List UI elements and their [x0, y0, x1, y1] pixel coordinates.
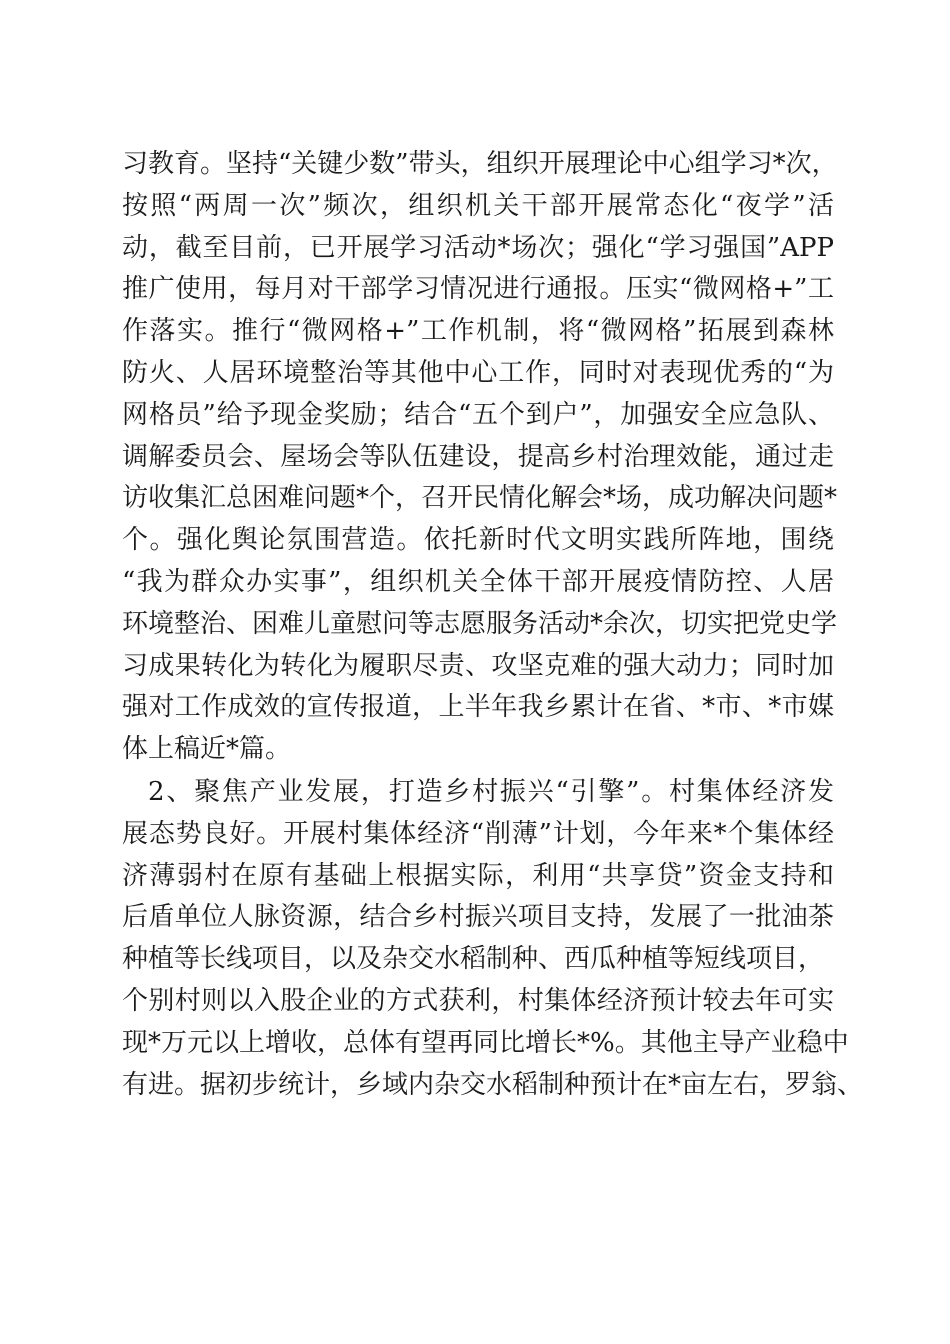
paragraph-line: 个。强化舆论氛围营造。依托新时代文明实践所阵地，围绕: [122, 525, 834, 556]
paragraph-line: 强对工作成效的宣传报道，上半年我乡累计在省、*市、*市媒: [122, 692, 834, 723]
paragraph-line: 种植等长线项目，以及杂交水稻制种、西瓜种植等短线项目，: [122, 944, 825, 975]
paragraph-line: 济薄弱村在原有基础上根据实际，利用“共享贷”资金支持和: [122, 860, 834, 891]
paragraph-line: 有进。据初步统计，乡域内杂交水稻制种预计在*亩左右，罗翁、: [122, 1069, 864, 1100]
paragraph-line: 习成果转化为转化为履职尽责、攻坚克难的强大动力；同时加: [122, 650, 834, 681]
paragraph-line: 动，截至目前，已开展学习活动*场次；强化“学习强国”APP: [122, 232, 834, 263]
paragraph-line: 后盾单位人脉资源，结合乡村振兴项目支持，发展了一批油茶: [122, 902, 834, 933]
paragraph-1: [122, 144, 838, 771]
paragraph-line: 环境整治、困难儿童慰问等志愿服务活动*余次，切实把党史学: [122, 608, 838, 639]
paragraph-line: 网格员”给予现金奖励；结合“五个到户”，加强安全应急队、: [122, 399, 834, 430]
paragraph-line: 推广使用，每月对干部学习情况进行通报。压实“微网格+”工: [122, 274, 834, 305]
paragraph-line: 访收集汇总困难问题*个，召开民情化解会*场，成功解决问题*: [122, 483, 838, 514]
paragraph-line: 习教育。坚持“关键少数”带头，组织开展理论中心组学习*次，: [122, 149, 838, 179]
paragraph-line: 体上稿近*篇。: [122, 734, 292, 765]
paragraph-line: 2、聚焦产业发展，打造乡村振兴“引擎”。村集体经济发: [148, 777, 834, 807]
paragraph-line: “我为群众办实事”，组织机关全体干部开展疫情防控、人居: [122, 566, 834, 597]
paragraph-2: [122, 772, 864, 1106]
paragraph-line: 作落实。推行“微网格+”工作机制，将“微网格”拓展到森林: [122, 316, 834, 347]
paragraph-line: 调解委员会、屋场会等队伍建设，提高乡村治理效能，通过走: [122, 441, 834, 472]
paragraph-line: 个别村则以入股企业的方式获利，村集体经济预计较去年可实: [122, 985, 834, 1016]
paragraph-line: 按照“两周一次”频次，组织机关干部开展常态化“夜学”活: [122, 190, 834, 221]
paragraph-line: 现*万元以上增收，总体有望再同比增长*%。其他主导产业稳中: [122, 1027, 849, 1058]
paragraph-line: 防火、人居环境整治等其他中心工作，同时对表现优秀的“为: [122, 357, 834, 388]
paragraph-line: 展态势良好。开展村集体经济“削薄”计划，今年来*个集体经: [122, 818, 834, 849]
